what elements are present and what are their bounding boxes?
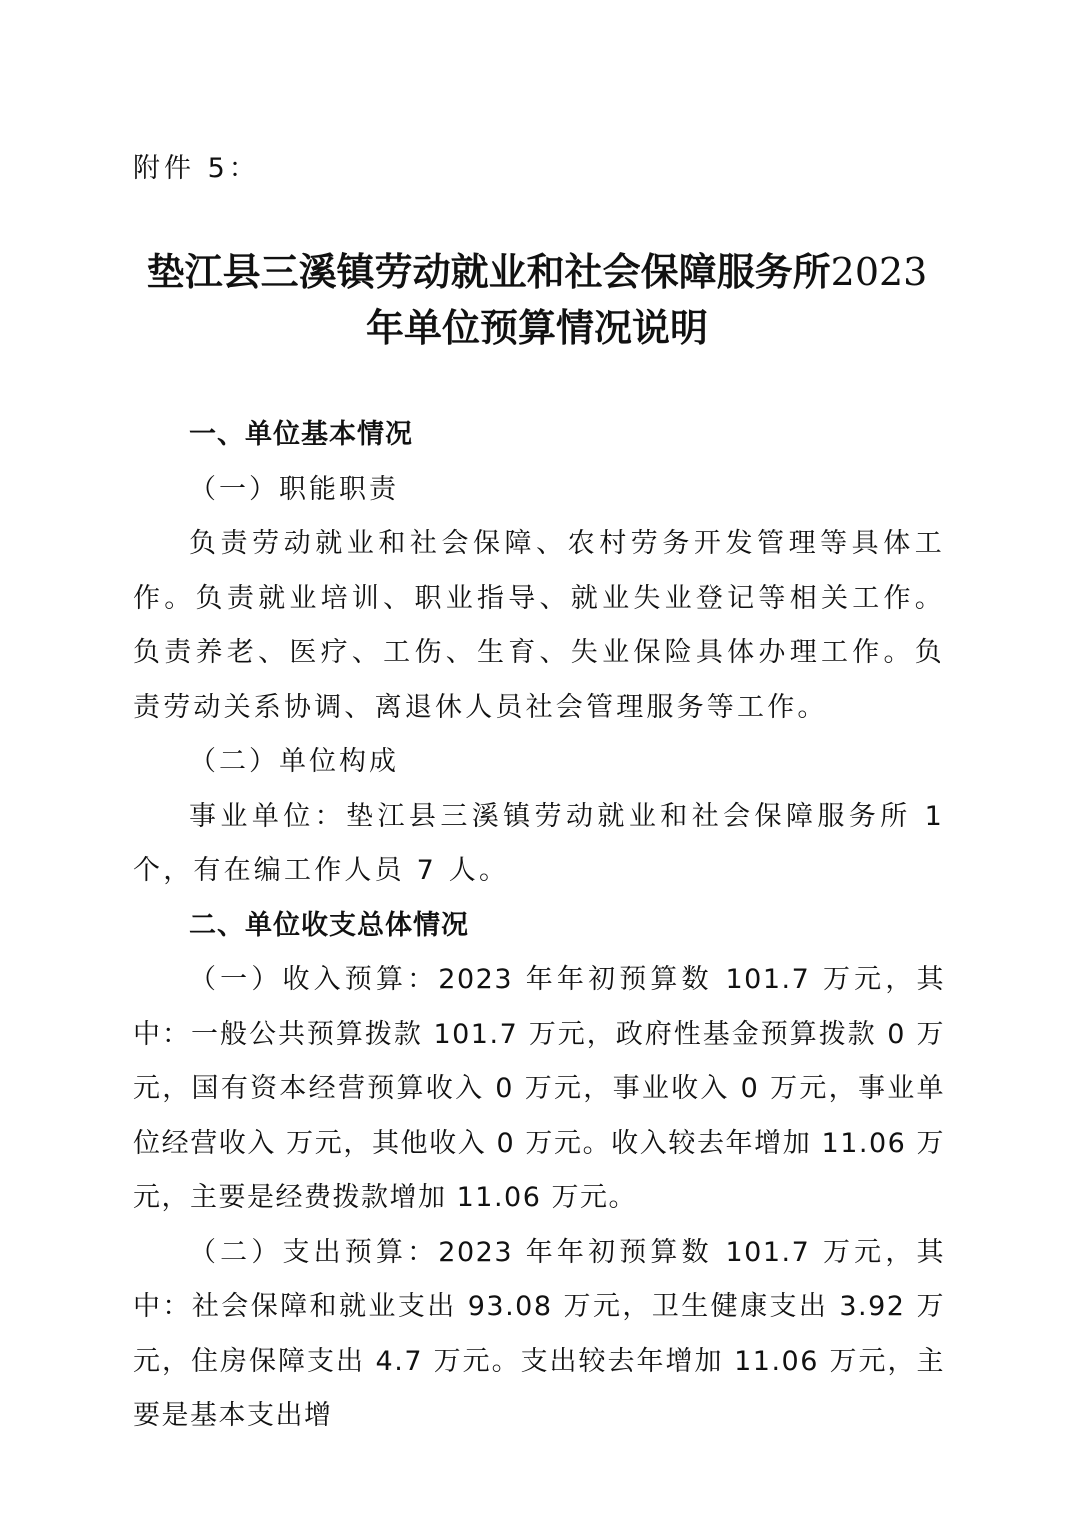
attachment-label: 附件 5： [133, 153, 260, 184]
title-line-2: 年单位预算情况说明 [365, 305, 708, 350]
section-1-heading: 一、单位基本情况 [189, 419, 413, 450]
section-2-heading: 二、单位收支总体情况 [189, 909, 469, 941]
section-1-duties-paragraph: 负责劳动就业和社会保障、农村劳务开发管理等具体工作。负责就业培训、职业指导、就业失业登记等相关工作。负责养老、医疗、工伤、生育、失业保险具体办理工作。负责劳动关系协调、离退休人员社会管理服务等工作。 [133, 528, 945, 723]
document-body [133, 408, 945, 1444]
title-year: 2023 [830, 250, 928, 294]
title-line-1 [120, 244, 954, 300]
document-title [120, 244, 954, 356]
section-1-subheading-composition: （二）单位构成 [189, 746, 399, 777]
title-line-1-text: 垫江县三溪镇劳动就业和社会保障服务所 [146, 249, 831, 294]
section-1-subheading-duties: （一）职能职责 [189, 473, 399, 505]
section-1-composition-paragraph: 事业单位：垫江县三溪镇劳动就业和社会保障服务所 1 个，有在编工作人员 7 人。 [133, 800, 945, 886]
section-2-expenditure-paragraph: （二）支出预算：2023 年年初预算数 101.7 万元，其中：社会保障和就业支出 93.08 万元，卫生健康支出 3.92 万元，住房保障支出 4.7 万元。支出较去年增加 11.06 万元，主要是基本支出增 [133, 1236, 945, 1431]
section-2-income-paragraph: （一）收入预算：2023 年年初预算数 101.7 万元，其中：一般公共预算拨款 101.7 万元，政府性基金预算拨款 0 万元，国有资本经营预算收入 0 万元，事业收入 0 万元，事业单位经营收入 万元，其他收入 0 万元。收入较去年增加 11.06 万元，主要是经费拨款增加 11.06 万元。 [133, 964, 945, 1213]
